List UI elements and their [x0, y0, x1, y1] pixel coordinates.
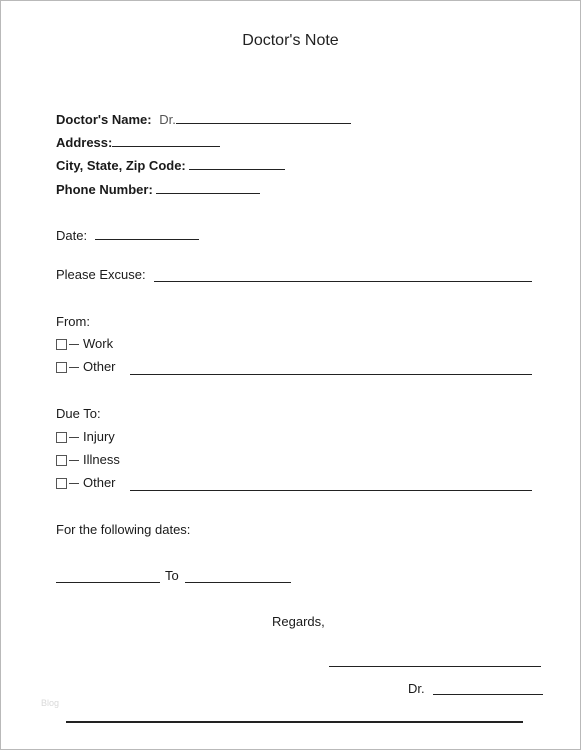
phone-row: [56, 181, 260, 197]
watermark-text: Blog: [41, 698, 60, 708]
to-label: To: [165, 568, 179, 583]
due-other-field[interactable]: [130, 478, 532, 491]
injury-option-label: Injury: [83, 429, 115, 444]
date-field[interactable]: [95, 227, 199, 240]
phone-number-field[interactable]: [156, 181, 260, 194]
work-option-label: Work: [83, 336, 114, 351]
phone-number-label: Phone Number:: [56, 182, 153, 197]
dash-mark: [69, 460, 79, 461]
dash-mark: [69, 437, 79, 438]
city-row: [56, 157, 285, 173]
illness-checkbox[interactable]: [56, 455, 67, 466]
from-option-other: [56, 359, 116, 374]
due-to-label: Due To:: [56, 406, 101, 421]
address-row: [56, 134, 220, 150]
excuse-row: [56, 267, 146, 282]
signature-name-field[interactable]: [433, 682, 543, 695]
work-checkbox[interactable]: [56, 339, 67, 350]
footer-rule: [66, 709, 523, 723]
address-label: Address:: [56, 135, 113, 150]
due-other-checkbox[interactable]: [56, 478, 67, 489]
page-title: Doctor's Note: [242, 32, 339, 49]
doctor-name-field[interactable]: [176, 111, 351, 124]
due-option-injury: [56, 429, 115, 444]
signature-dr-label: Dr.: [408, 681, 425, 696]
from-other-label: Other: [83, 359, 116, 374]
city-state-zip-field[interactable]: [189, 157, 285, 170]
due-option-illness: [56, 452, 120, 467]
injury-checkbox[interactable]: [56, 432, 67, 443]
city-state-zip-label: City, State, Zip Code:: [56, 158, 186, 173]
dash-mark: [69, 483, 79, 484]
regards-label: Regards,: [272, 614, 325, 629]
from-other-field[interactable]: [130, 362, 532, 375]
doctor-prefix: Dr.: [159, 112, 176, 127]
please-excuse-field[interactable]: [154, 269, 532, 282]
from-option-work: [56, 336, 113, 351]
following-dates-label: For the following dates:: [56, 522, 191, 537]
from-label: From:: [56, 314, 90, 329]
illness-option-label: Illness: [83, 452, 120, 467]
start-date-field[interactable]: [56, 570, 160, 583]
signature-line[interactable]: [329, 654, 541, 667]
dash-mark: [69, 367, 79, 368]
from-other-checkbox[interactable]: [56, 362, 67, 373]
end-date-field[interactable]: [185, 570, 291, 583]
date-row: [56, 227, 199, 243]
doctor-name-label: Doctor's Name:: [56, 112, 152, 127]
date-label: Date:: [56, 228, 88, 243]
due-other-label: Other: [83, 475, 116, 490]
dash-mark: [69, 344, 79, 345]
due-option-other: [56, 475, 116, 490]
please-excuse-label: Please Excuse:: [56, 267, 146, 282]
doctor-name-row: [56, 111, 351, 127]
address-field[interactable]: [112, 134, 220, 147]
